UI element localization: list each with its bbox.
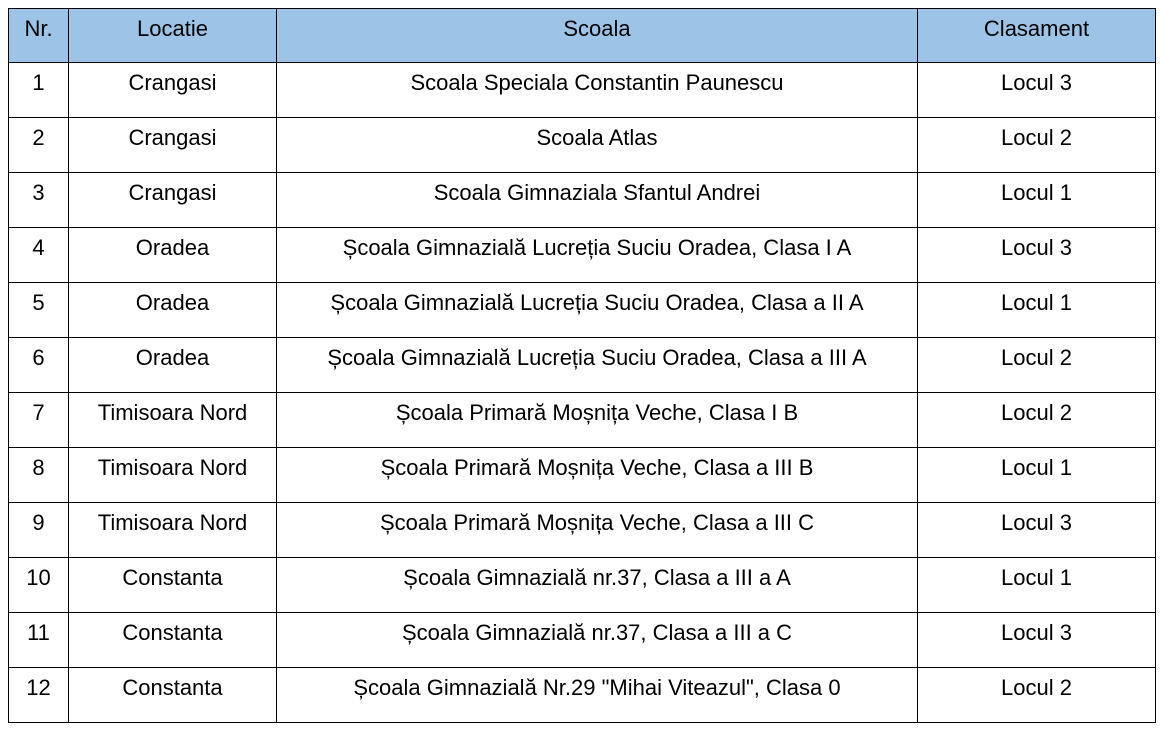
cell-locatie: Timisoara Nord bbox=[69, 503, 277, 558]
header-locatie: Locatie bbox=[69, 9, 277, 63]
table-body bbox=[9, 63, 1156, 723]
cell-clasament: Locul 2 bbox=[918, 338, 1156, 393]
cell-locatie: Oradea bbox=[69, 228, 277, 283]
header-scoala: Scoala bbox=[277, 9, 918, 63]
cell-locatie: Constanta bbox=[69, 558, 277, 613]
header-nr: Nr. bbox=[9, 9, 69, 63]
table-row bbox=[9, 173, 1156, 228]
cell-nr: 3 bbox=[9, 173, 69, 228]
cell-clasament: Locul 2 bbox=[918, 668, 1156, 723]
cell-scoala: Scoala Atlas bbox=[277, 118, 918, 173]
cell-nr: 12 bbox=[9, 668, 69, 723]
cell-locatie: Crangasi bbox=[69, 173, 277, 228]
cell-nr: 4 bbox=[9, 228, 69, 283]
cell-locatie: Timisoara Nord bbox=[69, 448, 277, 503]
cell-clasament: Locul 3 bbox=[918, 503, 1156, 558]
table-row bbox=[9, 338, 1156, 393]
cell-scoala: Școala Primară Moșnița Veche, Clasa a III B bbox=[277, 448, 918, 503]
cell-clasament: Locul 3 bbox=[918, 63, 1156, 118]
cell-clasament: Locul 3 bbox=[918, 613, 1156, 668]
cell-nr: 5 bbox=[9, 283, 69, 338]
ranking-table bbox=[8, 8, 1156, 723]
table-row bbox=[9, 63, 1156, 118]
cell-locatie: Crangasi bbox=[69, 118, 277, 173]
cell-nr: 10 bbox=[9, 558, 69, 613]
table-row bbox=[9, 448, 1156, 503]
cell-locatie: Timisoara Nord bbox=[69, 393, 277, 448]
cell-scoala: Școala Gimnazială Lucreția Suciu Oradea, Clasa a III A bbox=[277, 338, 918, 393]
cell-locatie: Constanta bbox=[69, 613, 277, 668]
cell-nr: 2 bbox=[9, 118, 69, 173]
cell-scoala: Școala Primară Moșnița Veche, Clasa a III C bbox=[277, 503, 918, 558]
cell-clasament: Locul 1 bbox=[918, 448, 1156, 503]
cell-clasament: Locul 1 bbox=[918, 558, 1156, 613]
cell-scoala: Școala Gimnazială Lucreția Suciu Oradea, Clasa a II A bbox=[277, 283, 918, 338]
cell-scoala: Școala Gimnazială nr.37, Clasa a III a A bbox=[277, 558, 918, 613]
cell-scoala: Școala Gimnazială Lucreția Suciu Oradea, Clasa I A bbox=[277, 228, 918, 283]
table-row bbox=[9, 283, 1156, 338]
table-row bbox=[9, 118, 1156, 173]
cell-nr: 8 bbox=[9, 448, 69, 503]
cell-locatie: Constanta bbox=[69, 668, 277, 723]
table-row bbox=[9, 668, 1156, 723]
cell-nr: 7 bbox=[9, 393, 69, 448]
table-row bbox=[9, 558, 1156, 613]
table-row bbox=[9, 613, 1156, 668]
cell-locatie: Oradea bbox=[69, 338, 277, 393]
cell-locatie: Crangasi bbox=[69, 63, 277, 118]
cell-clasament: Locul 1 bbox=[918, 173, 1156, 228]
cell-nr: 1 bbox=[9, 63, 69, 118]
cell-scoala: Școala Gimnazială nr.37, Clasa a III a C bbox=[277, 613, 918, 668]
table-header bbox=[9, 9, 1156, 63]
table-row bbox=[9, 228, 1156, 283]
cell-nr: 11 bbox=[9, 613, 69, 668]
cell-locatie: Oradea bbox=[69, 283, 277, 338]
header-row bbox=[9, 9, 1156, 63]
cell-clasament: Locul 3 bbox=[918, 228, 1156, 283]
header-clasament: Clasament bbox=[918, 9, 1156, 63]
cell-nr: 6 bbox=[9, 338, 69, 393]
cell-scoala: Scoala Speciala Constantin Paunescu bbox=[277, 63, 918, 118]
cell-scoala: Școala Gimnazială Nr.29 "Mihai Viteazul", Clasa 0 bbox=[277, 668, 918, 723]
cell-scoala: Școala Primară Moșnița Veche, Clasa I B bbox=[277, 393, 918, 448]
cell-clasament: Locul 1 bbox=[918, 283, 1156, 338]
table-row bbox=[9, 393, 1156, 448]
cell-scoala: Scoala Gimnaziala Sfantul Andrei bbox=[277, 173, 918, 228]
cell-clasament: Locul 2 bbox=[918, 393, 1156, 448]
table-row bbox=[9, 503, 1156, 558]
cell-nr: 9 bbox=[9, 503, 69, 558]
cell-clasament: Locul 2 bbox=[918, 118, 1156, 173]
